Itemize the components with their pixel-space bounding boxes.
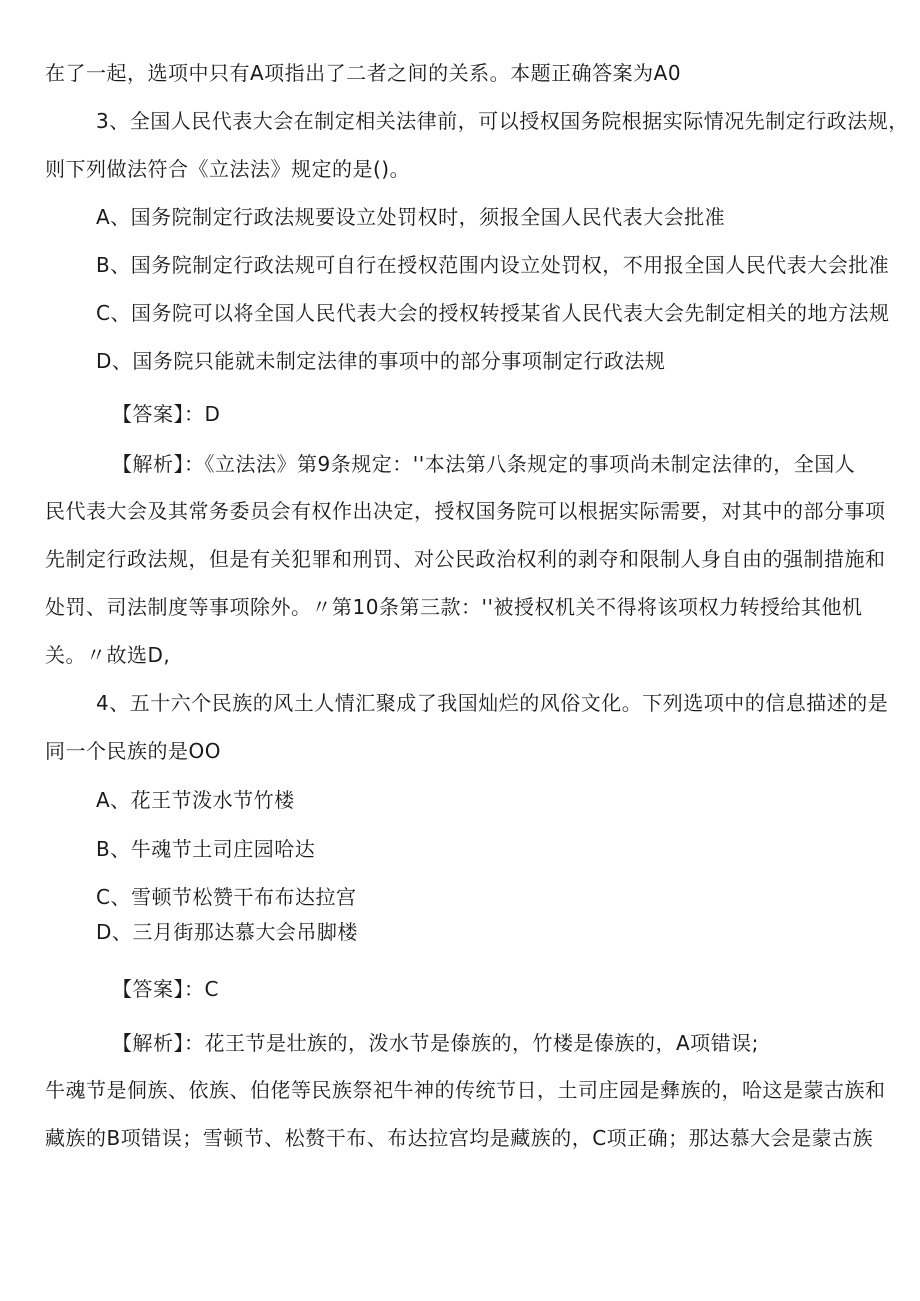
question-3-analysis: 【解析】：《立法法》第9条规定：''本法第八条规定的事项尚未制定法律的，全国人 [112, 452, 856, 476]
question-4-answer: 【答案】：C [112, 977, 219, 1001]
question-3-analysis-cont: 先制定行政法规，但是有关犯罪和刑罚、对公民政治权利的剥夺和限制人身自由的强制措施和 [45, 547, 886, 571]
question-4-option-c: C、雪顿节松赞干布布达拉宫 [96, 885, 357, 909]
question-3-stem-cont: 则下列做法符合《立法法》规定的是()。 [45, 157, 411, 181]
question-4-analysis: 【解析】：花王节是壮族的，泼水节是傣族的，竹楼是傣族的，A项错误; [112, 1031, 759, 1055]
question-3-option-d: D、国务院只能就未制定法律的事项中的部分事项制定行政法规 [96, 349, 666, 373]
question-3-option-a: A、国务院制定行政法规要设立处罚权时，须报全国人民代表大会批准 [96, 205, 726, 229]
question-4-option-b: B、牛魂节土司庄园哈达 [96, 837, 316, 861]
question-3-analysis-cont: 民代表大会及其常务委员会有权作出决定，授权国务院可以根据实际需要，对其中的部分事项 [45, 499, 886, 523]
question-4-analysis-cont: 牛魂节是侗族、依族、伯佬等民族祭祀牛神的传统节日，土司庄园是彝族的，哈这是蒙古族和 [45, 1078, 886, 1102]
question-3-analysis-cont: 处罚、司法制度等事项除外。〃第10条第三款：''被授权机关不得将该项权力转授给其他机 [45, 595, 863, 619]
question-3-stem: 3、全国人民代表大会在制定相关法律前，可以授权国务院根据实际情况先制定行政法规， [96, 109, 909, 133]
question-4-analysis-cont: 藏族的B项错误；雪顿节、松赘干布、布达拉宫均是藏族的，C项正确；那达慕大会是蒙古族 [45, 1126, 874, 1150]
question-4-option-d: D、三月街那达慕大会吊脚楼 [96, 920, 358, 944]
question-3-answer: 【答案】：D [112, 402, 221, 426]
question-4-stem: 4、五十六个民族的风土人情汇聚成了我国灿烂的风俗文化。下列选项中的信息描述的是 [96, 691, 889, 715]
question-3-analysis-cont: 关。〃故选D, [45, 643, 171, 667]
question-3-option-b: B、国务院制定行政法规可自行在授权范围内设立处罚权，不用报全国人民代表大会批准 [96, 253, 890, 277]
question-4-stem-cont: 同一个民族的是OO [45, 739, 221, 763]
text-line: 在了一起，选项中只有A项指出了二者之间的关系。本题正确答案为A0 [45, 61, 682, 85]
question-4-option-a: A、花王节泼水节竹楼 [96, 788, 295, 812]
question-3-option-c: C、国务院可以将全国人民代表大会的授权转授某省人民代表大会先制定相关的地方法规 [96, 301, 890, 325]
